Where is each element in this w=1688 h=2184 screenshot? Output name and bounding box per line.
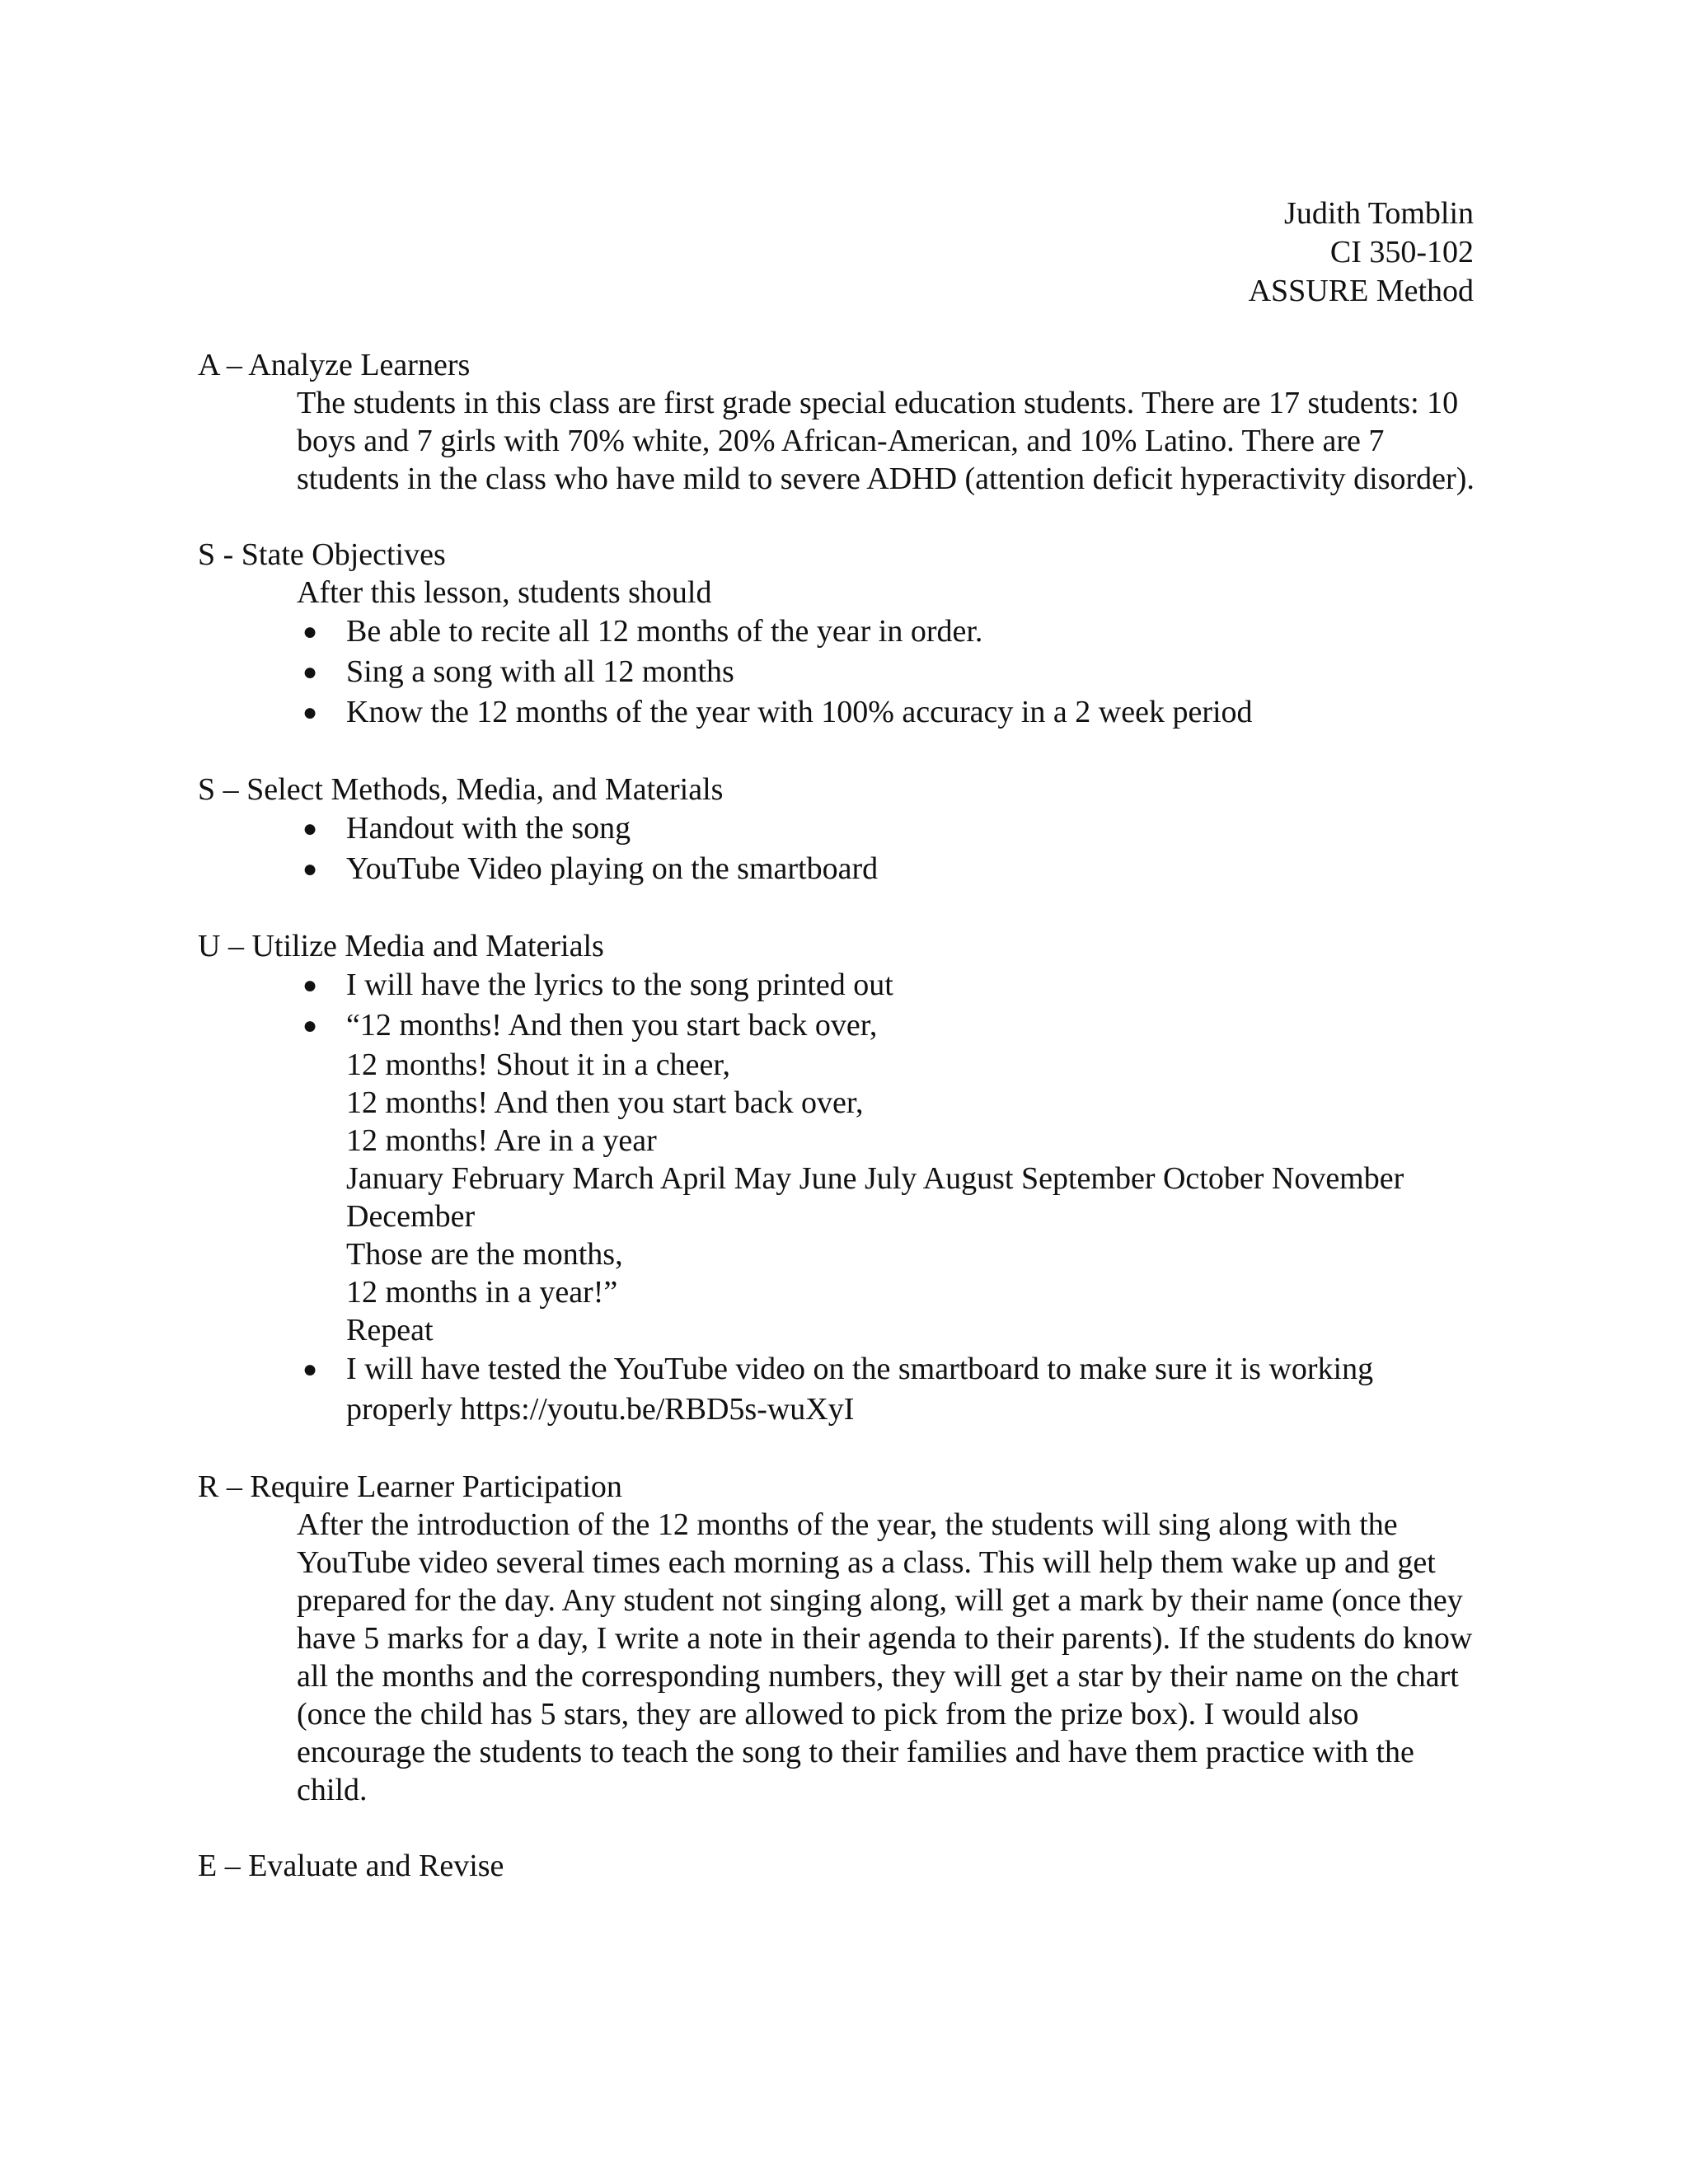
section-heading: A – Analyze Learners <box>198 348 471 382</box>
list-item-text: YouTube Video playing on the smartboard <box>346 851 879 886</box>
list-item <box>302 692 1484 733</box>
list-item <box>302 1349 1484 1430</box>
bullet-icon: ● <box>302 1012 318 1039</box>
bullet-icon: ● <box>302 972 318 999</box>
section-state-objectives <box>198 536 1484 733</box>
list-item <box>302 612 1484 652</box>
lyric-line: 12 months! Shout it in a cheer, <box>346 1047 731 1082</box>
lyric-line: January February March April May June July August September October November December <box>346 1161 1404 1234</box>
lyric-line: 12 months in a year!” <box>346 1275 618 1310</box>
bullet-icon: ● <box>302 699 318 726</box>
list-item-text: Handout with the song <box>346 811 631 846</box>
list-item-text: Be able to recite all 12 months of the year in order. <box>346 614 983 649</box>
list-item-text: I will have the lyrics to the song printed out <box>346 968 893 1002</box>
lyric-line: “12 months! And then you start back over, <box>346 1008 878 1043</box>
section-heading: S - State Objectives <box>198 537 446 572</box>
section-paragraph: The students in this class are first grade special education students. There are 17 students: 10 boys and 7 girls with 70% white, 20% African-American, and 10% Latino. There are 7 students in the class who have mild to severe ADHD (attention deficit hyperactivity disorder). <box>297 386 1475 496</box>
bullet-icon: ● <box>302 855 318 883</box>
list-item <box>302 849 1484 889</box>
author-name: Judith Tomblin <box>1284 196 1474 231</box>
lyrics-list-item <box>302 1005 1484 1349</box>
bullet-icon: ● <box>302 658 318 686</box>
list-item <box>302 652 1484 692</box>
section-select-methods <box>198 771 1484 889</box>
section-heading: R – Require Learner Participation <box>198 1469 622 1504</box>
list-item-text: Know the 12 months of the year with 100% accuracy in a 2 week period <box>346 695 1253 729</box>
document-title: ASSURE Method <box>1248 274 1474 308</box>
section-analyze-learners <box>198 346 1484 498</box>
materials-list <box>198 808 1484 889</box>
document-body <box>198 346 1484 1923</box>
list-item-text: I will have tested the YouTube video on the smartboard to make sure it is working properly https://youtu.be/RBD5s-wuXyI <box>346 1352 1374 1427</box>
list-item <box>302 808 1484 849</box>
list-item <box>302 965 1484 1005</box>
section-paragraph: After the introduction of the 12 months of the year, the students will sing along with the YouTube video several times each morning as a class. This will help them wake up and get prepared for the day. Any student not singing along, will get a mark by their name (once they have 5 marks for a day, I write a note in their agenda to their parents). If the students do know all the months and the corresponding numbers, they will get a star by their name on the chart (once the child has 5 stars, they are allowed to pick from the prize box). I would also encourage the students to teach the song to their families and have them practice with the child. <box>297 1507 1473 1807</box>
section-heading: E – Evaluate and Revise <box>198 1849 504 1883</box>
course-number: CI 350-102 <box>1329 235 1474 269</box>
list-item-text: Sing a song with all 12 months <box>346 654 734 689</box>
bullet-icon: ● <box>302 815 318 842</box>
bullet-icon: ● <box>302 1356 318 1383</box>
objectives-list <box>198 612 1484 733</box>
bullet-icon: ● <box>302 618 318 645</box>
section-heading: U – Utilize Media and Materials <box>198 929 604 963</box>
lyric-line: 12 months! Are in a year <box>346 1123 657 1158</box>
section-require-participation <box>198 1468 1484 1809</box>
section-evaluate-revise <box>198 1847 1484 1885</box>
section-heading: S – Select Methods, Media, and Materials <box>198 772 724 807</box>
lyric-line: Repeat <box>346 1313 434 1347</box>
section-utilize-media <box>198 927 1484 1430</box>
section-intro: After this lesson, students should <box>297 575 712 610</box>
lyric-line: 12 months! And then you start back over, <box>346 1085 864 1120</box>
lyric-line: Those are the months, <box>346 1237 623 1272</box>
document-header <box>1249 194 1474 311</box>
utilize-list <box>198 965 1484 1430</box>
